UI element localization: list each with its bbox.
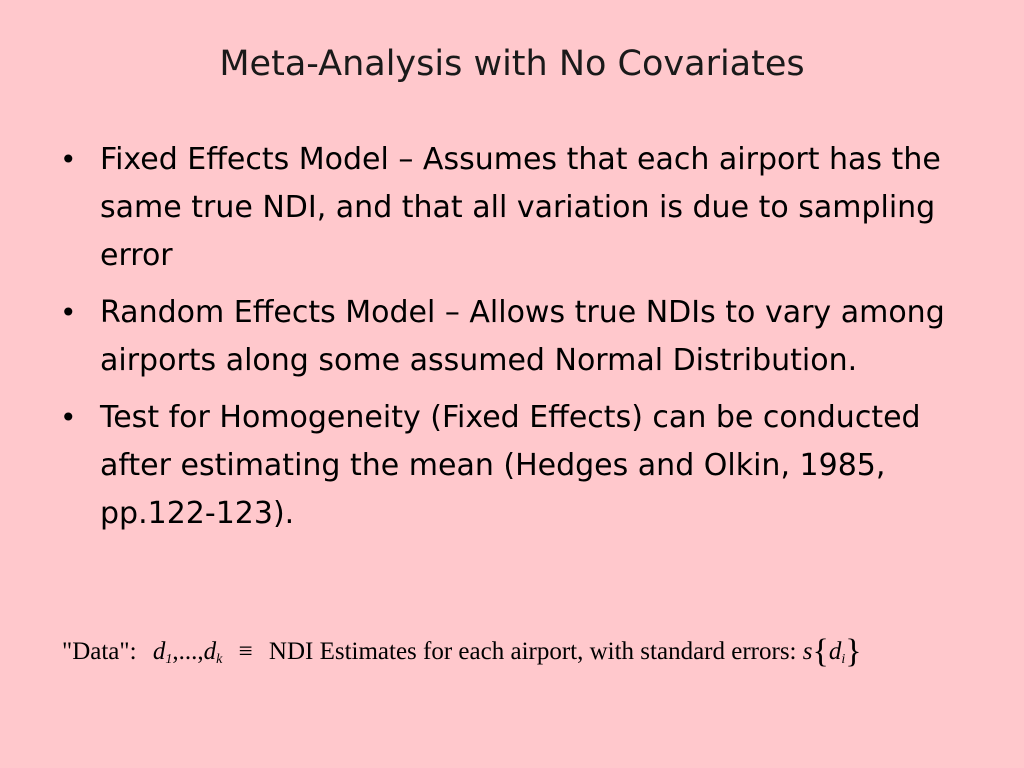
formula-sub-first: 1 <box>165 652 173 667</box>
bullet-text: Test for Homogeneity (Fixed Effects) can be conducted after estimating the mean (Hedges and Olkin, 1985, pp.122-123). <box>100 400 921 531</box>
formula-close-brace: } <box>845 633 862 670</box>
formula-equiv-symbol: ≡ <box>238 638 253 665</box>
formula-sub-last: k <box>216 652 223 667</box>
bullet-item <box>58 136 978 280</box>
bullet-text: Fixed Effects Model – Assumes that each airport has the same true NDI, and that all variation is due to sampling error <box>100 142 941 273</box>
formula-open-brace: { <box>812 633 829 670</box>
slide-title: Meta-Analysis with No Covariates <box>219 44 805 84</box>
bullet-dot-icon: • <box>60 401 77 434</box>
bullet-item <box>58 289 978 385</box>
bullet-text: Random Effects Model – Allows true NDIs to vary among airports along some assumed Normal Distribution. <box>100 295 945 378</box>
bullet-list <box>58 136 978 547</box>
formula-d-first: d <box>152 638 166 665</box>
formula-d-i: d <box>828 638 842 665</box>
formula-description: NDI Estimates for each airport, with standard errors: <box>268 638 797 665</box>
bullet-item <box>58 394 978 538</box>
formula-label: "Data": <box>62 638 137 665</box>
bullet-dot-icon: • <box>60 296 77 329</box>
formula-sub-i: i <box>841 652 846 667</box>
formula-d-last: d <box>203 638 217 665</box>
formula-s: s <box>802 638 813 665</box>
data-formula <box>62 632 992 680</box>
formula-ellipsis: ,..., <box>172 638 204 665</box>
bullet-dot-icon: • <box>60 143 77 176</box>
